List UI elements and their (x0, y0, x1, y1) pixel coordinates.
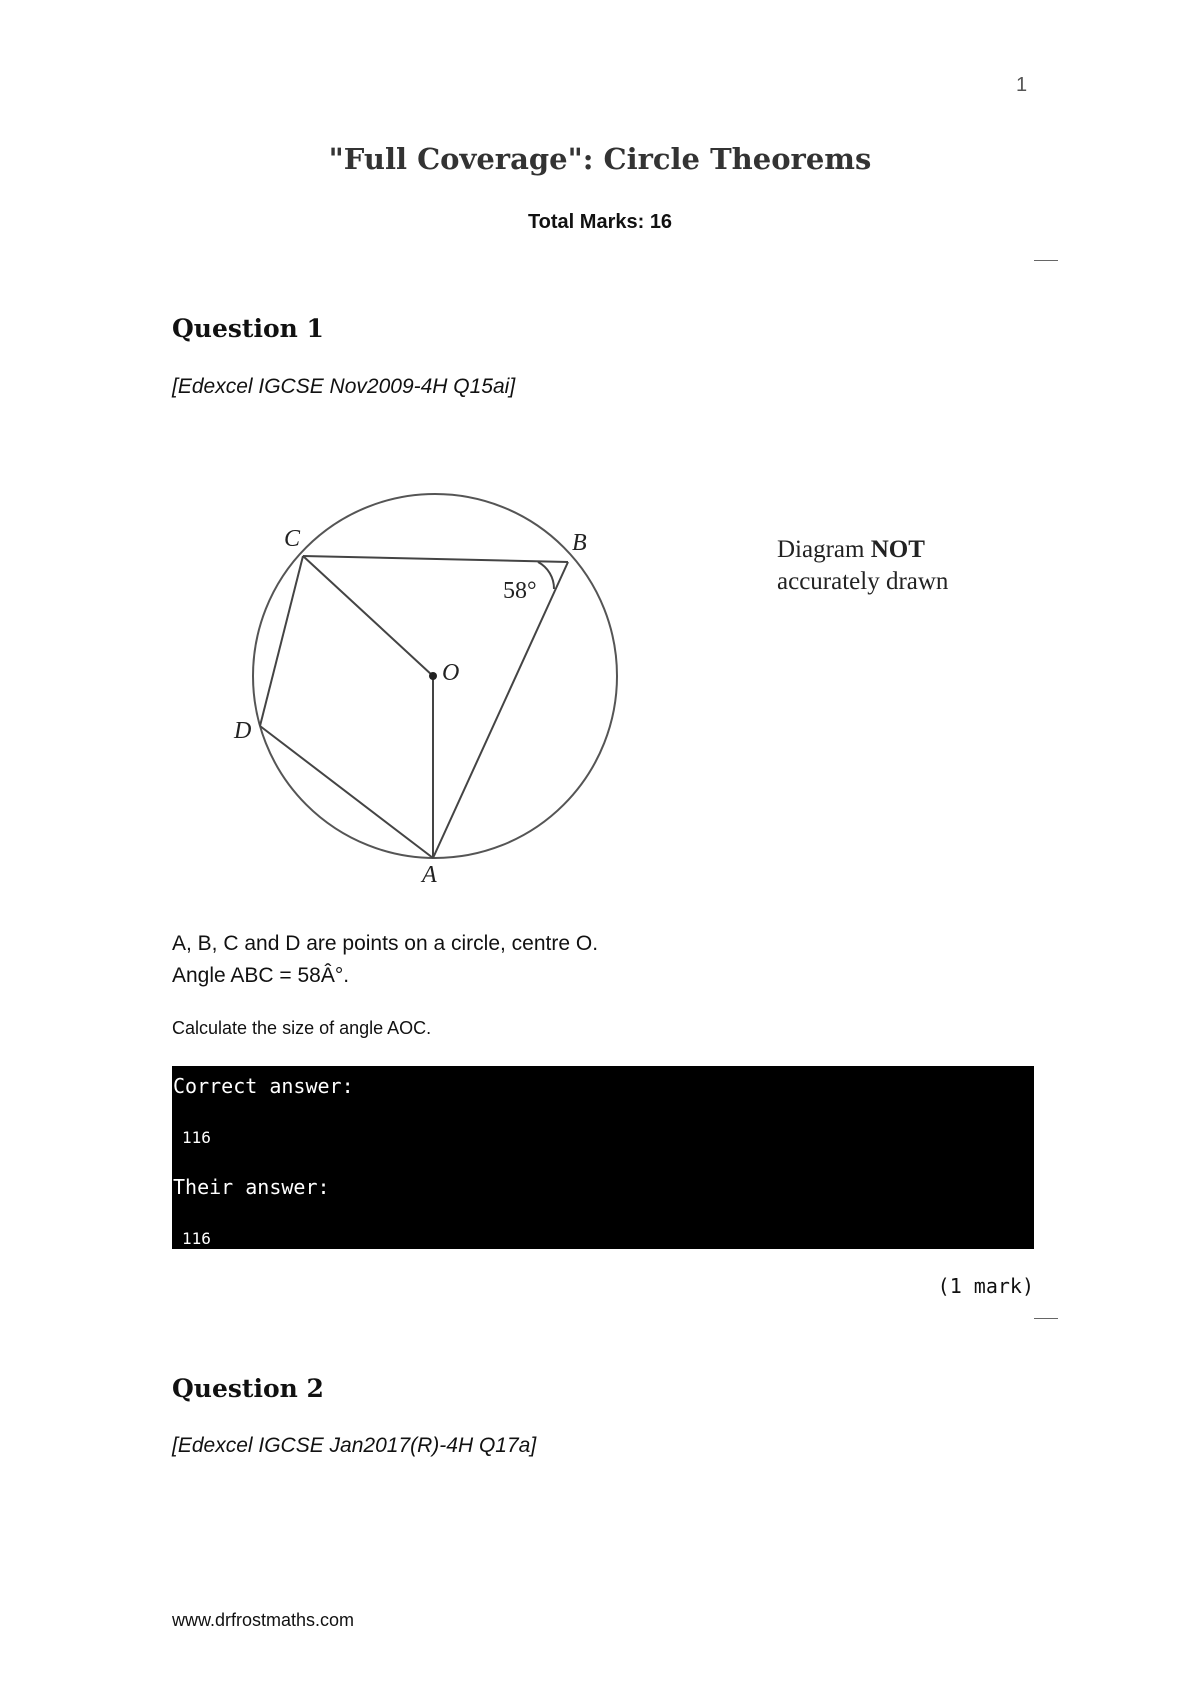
answer-box (172, 1066, 1034, 1249)
their-answer-label: Their answer: (173, 1175, 330, 1199)
correct-answer-label: Correct answer: (173, 1074, 354, 1098)
label-d: D (234, 718, 252, 744)
chord-cb (303, 556, 568, 562)
question-1-heading: Question 1 (172, 314, 324, 343)
angle-label: 58° (503, 578, 537, 604)
diagram-note-line1 (777, 534, 948, 566)
diagram-note-emphasis: NOT (870, 536, 925, 563)
diagram-note (777, 534, 948, 598)
correct-answer-value: 116 (182, 1128, 211, 1147)
circle-diagram (220, 480, 640, 900)
label-o: O (442, 660, 460, 686)
section-divider (1034, 260, 1058, 261)
total-marks: Total Marks: 16 (527, 211, 673, 233)
chord-cd (260, 556, 303, 726)
label-c: C (284, 526, 301, 552)
section-divider (1034, 1318, 1058, 1319)
label-a: A (422, 862, 437, 888)
diagram-note-line2: accurately drawn (777, 568, 949, 595)
question-1-statement-line2: Angle ABC = 58Â°. (172, 964, 350, 987)
chord-ba (433, 562, 568, 858)
question-1-source: [Edexcel IGCSE Nov2009-4H Q15ai] (172, 375, 516, 398)
question-1-statement-line1: A, B, C and D are points on a circle, centre O. (172, 932, 599, 955)
question-2-heading: Question 2 (172, 1374, 324, 1403)
label-b: B (572, 530, 587, 556)
footer-url[interactable]: www.drfrostmaths.com (172, 1610, 355, 1630)
page-number: 1 (1016, 74, 1028, 96)
diagram-note-word: Diagram (777, 536, 865, 563)
document-title: "Full Coverage": Circle Theorems (328, 142, 872, 176)
question-1-prompt: Calculate the size of angle AOC. (172, 1018, 432, 1038)
question-1-marks: (1 mark) (937, 1274, 1034, 1298)
angle-arc (538, 562, 554, 589)
their-answer-value: 116 (182, 1229, 211, 1248)
centre-point (429, 672, 437, 680)
chord-da (260, 726, 433, 858)
radius-co (303, 556, 433, 676)
question-2-source: [Edexcel IGCSE Jan2017(R)-4H Q17a] (172, 1434, 537, 1457)
